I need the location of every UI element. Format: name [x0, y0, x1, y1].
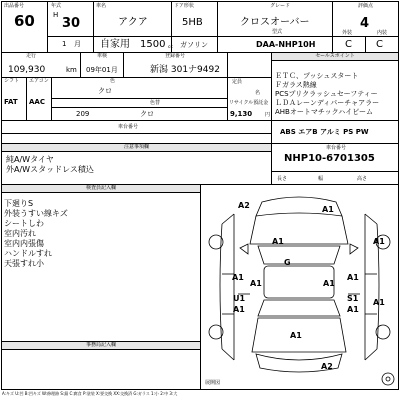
seats-value: 名: [255, 90, 261, 96]
damage-mark-a1-hood: A1: [272, 237, 284, 246]
inspector-line-3: シートしわ: [4, 219, 44, 228]
color-no-caption: 色替: [150, 100, 161, 106]
color-code: 209: [76, 110, 90, 118]
damage-mark-a1-left-mid: A1: [250, 279, 262, 288]
sales-point-4: ＬＤＡレーンディパーチャアラー: [275, 99, 380, 107]
month-value: 1: [62, 40, 67, 48]
inspector-line-2: 外装うすい線キズ: [4, 209, 68, 218]
inspection-value: 09年01月: [86, 66, 118, 74]
notes-title: 注意事項欄: [2, 144, 271, 152]
dim-wide: 幅: [318, 176, 324, 182]
dim-long: 長さ: [277, 176, 288, 182]
chassis-caption: 車台番号: [326, 145, 347, 151]
damage-mark-a1-left-rear: A1: [233, 305, 245, 314]
equipment-value: ABS エアB アルミ PS PW: [280, 128, 369, 136]
model-caption: 型式: [272, 29, 283, 35]
inspector-line-7: 天張すれ小: [4, 259, 44, 268]
damage-mark-a1-left-front: A1: [232, 273, 244, 282]
inspector-line-6: ハンドルすれ: [4, 249, 52, 258]
grade-caption: グレード: [270, 3, 291, 9]
exterior-grade: C: [345, 39, 352, 50]
damage-mark-a1-right-front: A1: [347, 273, 359, 282]
mileage-value: 109,930: [8, 65, 46, 75]
mileage-unit: km: [66, 66, 77, 74]
sales-point-3: PCSプリクラッシュセーフティー: [275, 90, 378, 98]
usage-value: 自家用: [100, 39, 130, 50]
inspector-line-1: 下廻りS: [4, 199, 34, 208]
doors-value: 5HB: [182, 17, 203, 28]
damage-legend: A:キズ U:凹 B:凹キズ W:修理跡 S:錆 C:腐食 P:塗装 X:要交換 XX:交換済 G:ガラス 1:小 2:中 3:大: [2, 391, 178, 396]
ac-value: AAC: [29, 98, 45, 106]
color-caption: 色: [110, 78, 116, 84]
damage-mark-a1-right-mid: A1: [323, 279, 335, 288]
car-diagram: [200, 184, 399, 390]
shift-caption: シフト: [4, 78, 20, 84]
interior-grade: C: [376, 39, 383, 50]
damage-mark-a1-right-quarter: A1: [373, 298, 385, 307]
score-value: 4: [360, 16, 370, 31]
inspector-line-4: 室内汚れ: [4, 229, 36, 238]
cc-unit: cc: [168, 45, 173, 50]
note-line-1: 純A/Wタイヤ: [6, 155, 54, 164]
carname-caption: 車名: [96, 3, 107, 9]
dim-high: 高さ: [357, 176, 368, 182]
exhibit-caption: 出品番号: [4, 3, 25, 9]
fuel-value: ガソリン: [180, 41, 208, 49]
chassis-strip-caption: 車台番号: [118, 124, 139, 130]
plate-caption: 登録番号: [165, 53, 186, 59]
shift-value: FAT: [4, 98, 18, 106]
ac-caption: エアコン: [29, 78, 49, 84]
car-name: アクア: [118, 17, 148, 28]
damage-mark-a2-rear-bumper: A2: [321, 362, 333, 371]
cc-value: 1500: [140, 39, 166, 50]
sales-point-2: Ｆガラス熱線: [275, 81, 317, 89]
recycle-value: 9,130: [230, 110, 253, 118]
recycle-unit: 円: [265, 112, 271, 118]
sales-points-title: セールスポイント: [272, 53, 398, 61]
damage-mark-a1-right-rear: A1: [347, 305, 359, 314]
interior-caption: 内装: [377, 30, 388, 36]
damage-mark-u1-left-door: U1: [233, 294, 246, 303]
inspection-caption: 車検: [97, 53, 108, 59]
year-value: 30: [62, 16, 81, 31]
color-sub: クロ: [140, 110, 154, 118]
chassis-number: NHP10-6701305: [284, 153, 375, 164]
damage-mark-a1-hatch: A1: [290, 331, 302, 340]
plate-value: 新潟 301ナ9492: [150, 65, 220, 75]
month-unit: 月: [74, 40, 81, 48]
doors-caption: ドア形状: [174, 3, 194, 9]
sales-point-1: ＥＴＣ、プッシュスタート: [275, 72, 359, 80]
color-main: クロ: [98, 87, 112, 95]
damage-mark-g-windshield: G: [284, 258, 291, 267]
exhibit-number: 60: [14, 12, 35, 30]
damage-mark-a1-right-fender: A1: [373, 237, 385, 246]
damage-mark-a2-top: A2: [238, 201, 250, 210]
damage-mark-a1-top-right: A1: [322, 205, 334, 214]
model-code: DAA-NHP10H: [256, 40, 316, 49]
note-line-2: 外A/Wスタッドレス積込: [6, 165, 94, 174]
score-caption: 評価点: [358, 3, 374, 9]
sales-point-5: AHBオートマチックハイビーム: [275, 108, 373, 116]
seats-caption: 定員: [232, 79, 243, 85]
inspector-line-5: 室内内張傷: [4, 239, 44, 248]
grade-value: クロスオーバー: [240, 17, 310, 28]
damage-mark-s1-right-door: S1: [347, 294, 359, 303]
exterior-caption: 外装: [342, 30, 353, 36]
recycle-caption: リサイクル預託金: [229, 100, 269, 106]
inspector-title: 検査員記入欄: [2, 185, 200, 193]
era-label: H: [53, 11, 59, 19]
mileage-caption: 走行: [26, 53, 37, 59]
diagram-caption: 展開図: [205, 380, 221, 386]
year-caption: 年式: [51, 3, 62, 9]
remarks-title: 事務局記入欄: [2, 342, 200, 350]
